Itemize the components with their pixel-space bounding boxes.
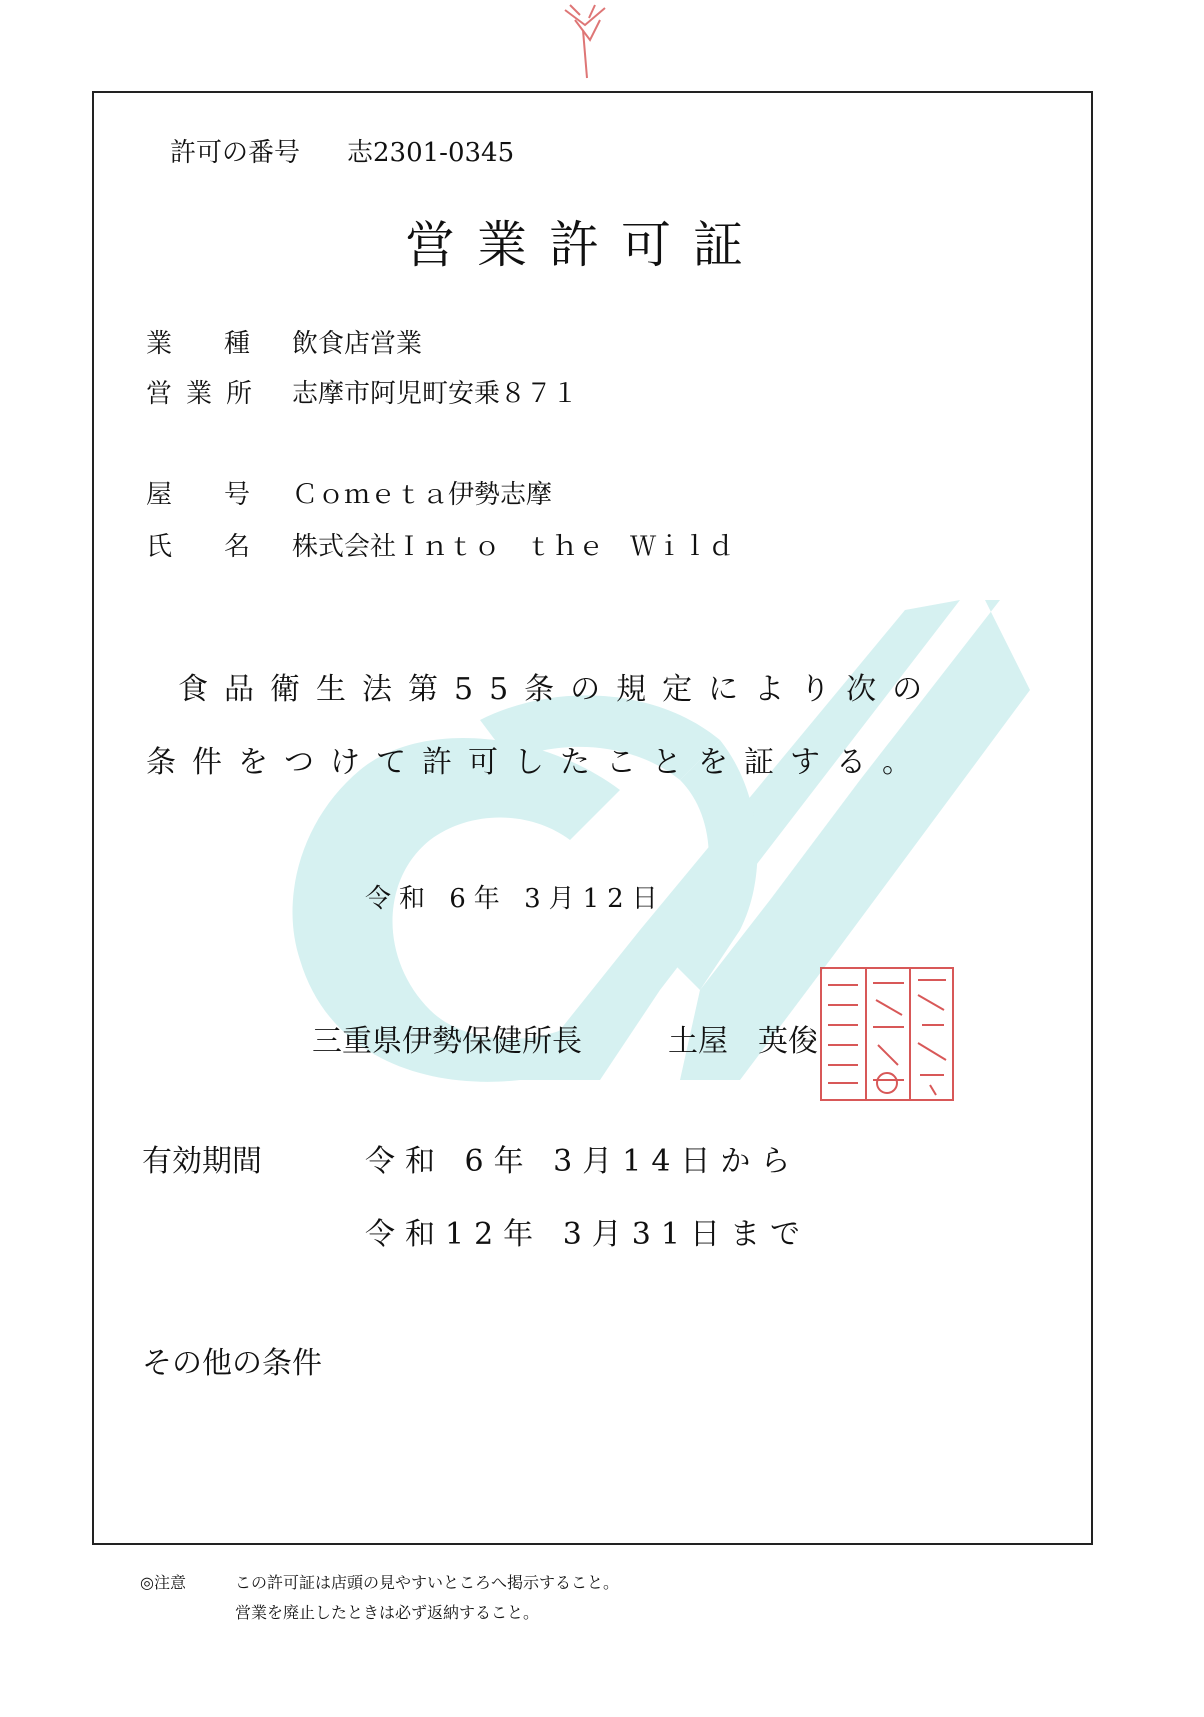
- issuer-name: 土屋 英俊: [668, 1024, 818, 1059]
- notes-line-2: 営業を廃止したときは必ず返納すること。: [235, 1603, 540, 1622]
- issuer-office: 三重県伊勢保健所長: [312, 1024, 582, 1059]
- validity-label: 有効期間: [142, 1144, 262, 1179]
- notes-label: ◎注意: [140, 1573, 186, 1592]
- business-type: 飲食店営業: [292, 329, 423, 359]
- business-location: 志摩市阿児町安乗８７１: [292, 379, 579, 409]
- validity-to: 令和12年 3月31日まで: [365, 1217, 810, 1252]
- issue-date: 令和 6年 3月12日: [365, 884, 666, 914]
- permit-number-label: 許可の番号: [170, 138, 301, 168]
- certificate-frame: [92, 91, 1093, 1545]
- official-seal: [818, 965, 956, 1103]
- owner-label: 氏 名: [146, 532, 251, 562]
- statement-line-2: 条件をつけて許可したことを証する。: [146, 745, 928, 780]
- trade-name: Ｃｏｍｅｔａ伊勢志摩: [292, 480, 553, 510]
- notes-line-1: この許可証は店頭の見やすいところへ掲示すること。: [235, 1573, 620, 1592]
- statement-line-1: 食品衛生法第55条の規定により次の: [178, 672, 939, 707]
- owner-name: 株式会社Ｉｎｔｏ ｔｈｅ Ｗｉｌｄ: [292, 532, 735, 562]
- certificate-title: 営業許可証: [405, 216, 765, 274]
- business-type-label: 業 種: [146, 329, 251, 359]
- validity-from: 令和 6年 3月14日から: [365, 1144, 801, 1179]
- business-location-label: 営業所: [146, 379, 267, 409]
- permit-number: 志2301-0345: [347, 138, 515, 168]
- ink-mark: [545, 0, 625, 80]
- trade-name-label: 屋 号: [146, 480, 251, 510]
- other-conditions-label: その他の条件: [142, 1346, 322, 1381]
